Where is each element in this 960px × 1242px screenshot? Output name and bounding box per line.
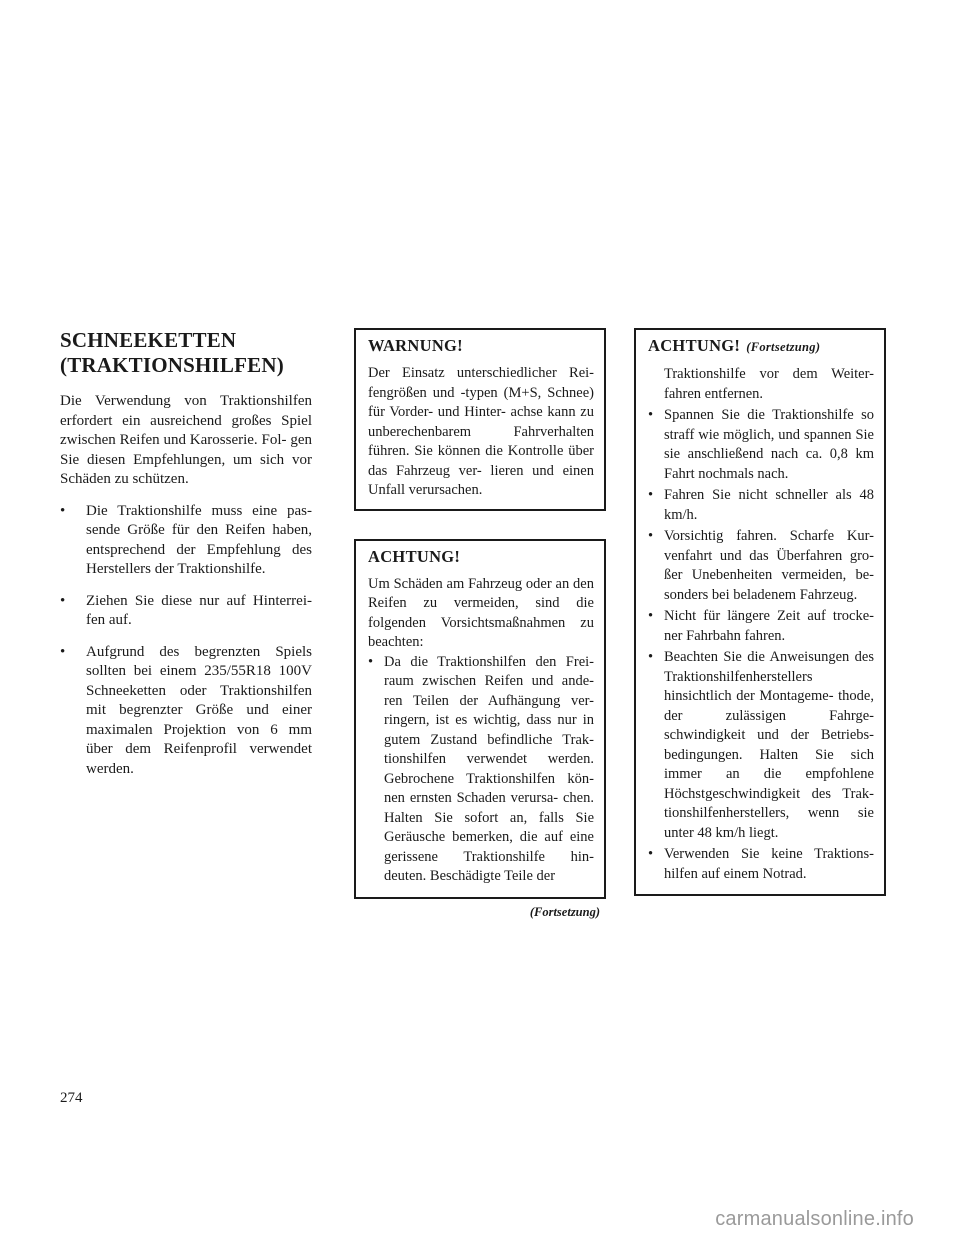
list-item-text: Ziehen Sie diese nur auf Hinterrei- fen auf. <box>86 592 312 628</box>
carryover-text <box>648 365 874 404</box>
continued-label: (Fortsetzung) <box>529 904 600 919</box>
bullet-icon: • <box>648 487 654 503</box>
section-bullet-list <box>60 502 312 780</box>
caution-continued-title: ACHTUNG! <box>648 336 741 355</box>
bullet-icon: • <box>60 502 66 519</box>
list-item-text: Aufgrund des begrenzten Spiels sollten bei einem 235/55R18 100V Schneeketten oder Traktionshilfen mit begrenzter Größe und einer maximalen Projektion von 6 mm über dem Reifenprofil verwendet werden. <box>86 643 312 777</box>
bullet-icon: • <box>648 407 654 423</box>
caution-box <box>354 539 606 899</box>
list-item <box>60 502 312 580</box>
bullet-icon: • <box>648 649 654 665</box>
bullet-icon: • <box>648 528 654 544</box>
list-item-text: Fahren Sie nicht schneller als 48 km/h. <box>664 487 874 523</box>
caution-continued-tag: (Fortsetzung) <box>746 340 821 354</box>
list-item <box>648 648 874 843</box>
list-item-text: Da die Traktionshilfen den Frei- raum zwischen Reifen und ande- ren Teilen der Aufhängung ver- ringern, ist es wichtig, dass nur in gutem Zustand befindliche Trak- tionshilfen verwendet werden. Gebrochene Traktionshilfen kön- nen ernsten Schaden verursa- chen. Halten Sie sofort an, falls Sie Geräusche bemerken, die auf eine gerissene Traktionshilfe hin- deuten. Beschädigte Teile der <box>384 653 594 884</box>
caution-intro: Um Schäden am Fahrzeug oder an den Reifen zu vermeiden, sind die folgenden Vorsichtsmaßnahmen zu beachten: <box>368 575 594 650</box>
list-item <box>60 643 312 780</box>
section-heading <box>60 328 312 378</box>
caution-title: ACHTUNG! <box>368 546 461 566</box>
list-item-text: Nicht für längere Zeit auf trocke- ner Fahrbahn fahren. <box>664 608 874 644</box>
warning-box <box>354 328 606 511</box>
list-item-text: Spannen Sie die Traktionshilfe so straff wie möglich, und spannen Sie sie anschließend nach ca. 0,8 km Fahrt nochmals nach. <box>664 407 874 482</box>
list-item <box>368 653 594 887</box>
bullet-icon: • <box>60 592 66 609</box>
page-number: 274 <box>60 1090 83 1106</box>
bullet-icon: • <box>648 846 654 862</box>
caution-continued-heading <box>648 336 874 357</box>
watermark: carmanualsonline.info <box>715 1208 914 1230</box>
section-title-line1: SCHNEEKETTEN <box>60 328 237 352</box>
caution-continued-list <box>648 365 874 884</box>
bullet-icon: • <box>648 608 654 624</box>
list-item-text: Beachten Sie die Anweisungen des Traktionshilfenherstellers hinsichtlich der Montageme- thode, der zulässigen Fahrge- schwindigkeit und der Betriebs- bedingungen. Halten Sie sich immer an die empfohlene Höchstgeschwindigkeit des Trak- tionshilfenherstellers, wenn sie unter 48 km/h liegt. <box>664 649 874 841</box>
warning-text: Der Einsatz unterschiedlicher Rei- fengrößen und -typen (M+S, Schnee) für Vorder- und Hinter- achse kann zu unberechenbarem Fahrverhalten führen. Sie können die Kontrolle über das Fahrzeug ver- lieren und einen Unfall verursachen. <box>368 365 594 498</box>
warning-title: WARNUNG! <box>368 336 463 355</box>
caution-continued-box <box>634 328 886 896</box>
list-item <box>648 845 874 884</box>
list-item <box>60 592 312 631</box>
column-left <box>60 328 312 791</box>
bullet-icon: • <box>368 653 374 670</box>
list-item <box>648 486 874 525</box>
list-item-text: Die Traktionshilfe muss eine pas- sende Größe für den Reifen haben, entsprechend der Empfehlung des Herstellers der Traktionshilfe. <box>86 502 312 577</box>
list-item <box>648 406 874 484</box>
section-intro: Die Verwendung von Traktionshilfen erfordert ein ausreichend großes Spiel zwischen Reifen und Karosserie. Fol- gen Sie diesen Empfehlungen, um sich vor Schäden zu schützen. <box>60 393 312 487</box>
column-right <box>634 328 886 896</box>
list-item <box>648 527 874 605</box>
bullet-icon: • <box>60 643 66 660</box>
list-item <box>648 607 874 646</box>
list-item-text: Verwenden Sie keine Traktions- hilfen auf einem Notrad. <box>664 846 874 882</box>
list-item-text: Vorsichtig fahren. Scharfe Kur- venfahrt und das Überfahren gro- ßer Unebenheiten vermeiden, be- sonders bei beladenem Fahrzeug. <box>664 528 874 603</box>
column-middle <box>354 328 606 920</box>
caution-bullet-list <box>368 653 594 887</box>
carryover-text-content: Traktionshilfe vor dem Weiter- fahren entfernen. <box>664 366 874 402</box>
section-title-line2: (TRAKTIONSHILFEN) <box>60 353 284 377</box>
